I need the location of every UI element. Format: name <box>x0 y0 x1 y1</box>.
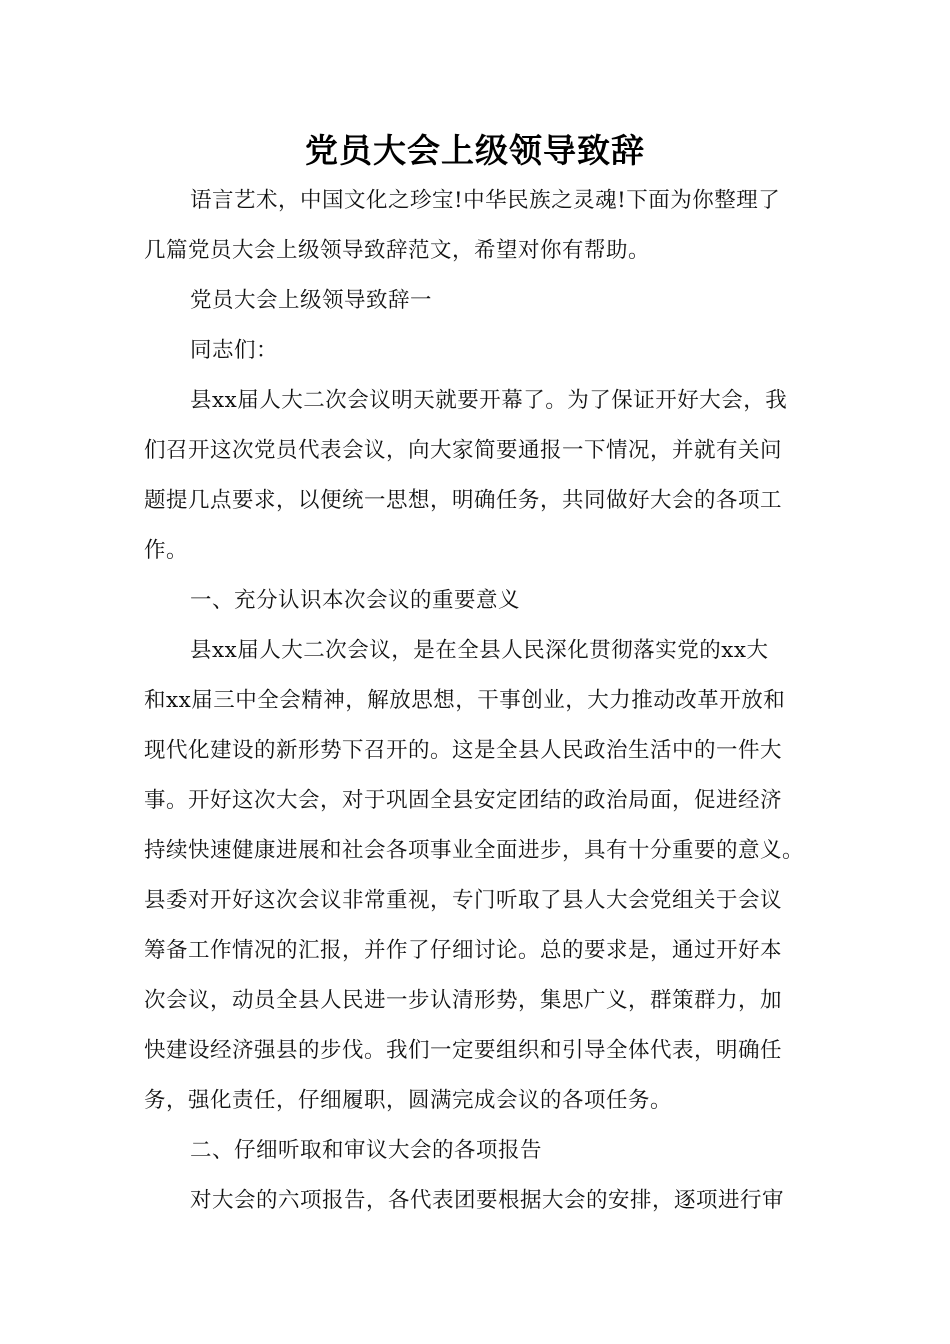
paragraph-line: 题提几点要求，以便统一思想，明确任务，共同做好大会的各项工 <box>144 488 783 513</box>
paragraph-line: 县xx届人大二次会议明天就要开幕了。为了保证开好大会，我 <box>190 388 788 413</box>
section-heading: 二、仔细听取和审议大会的各项报告 <box>190 1138 543 1163</box>
paragraph-line: 作。 <box>144 538 189 563</box>
paragraph-line: 现代化建设的新形势下召开的。这是全县人民政治生活中的一件大 <box>144 738 783 763</box>
paragraph-line: 县xx届人大二次会议，是在全县人民深化贯彻落实党的xx大 <box>190 638 769 663</box>
paragraph-line: 对大会的六项报告，各代表团要根据大会的安排，逐项进行审 <box>190 1188 785 1213</box>
paragraph-line: 事。开好这次大会，对于巩固全县安定团结的政治局面，促进经济 <box>144 788 783 813</box>
paragraph-line: 县委对开好这次会议非常重视，专门听取了县人大会党组关于会议 <box>144 888 783 913</box>
paragraph-line: 快建设经济强县的步伐。我们一定要组织和引导全体代表，明确任 <box>144 1038 783 1063</box>
paragraph-line: 持续快速健康进展和社会各项事业全面进步，具有十分重要的意义。 <box>144 838 805 863</box>
section-heading: 一、充分认识本次会议的重要意义 <box>190 588 521 613</box>
paragraph-line: 和xx届三中全会精神，解放思想，干事创业，大力推动改革开放和 <box>144 688 786 713</box>
paragraph-line: 次会议，动员全县人民进一步认清形势，集思广义，群策群力，加 <box>144 988 783 1013</box>
paragraph-line: 筹备工作情况的汇报，并作了仔细讨论。总的要求是，通过开好本 <box>144 938 783 963</box>
paragraph-line: 几篇党员大会上级领导致辞范文，希望对你有帮助。 <box>144 238 651 263</box>
paragraph-line: 语言艺术，中国文化之珍宝!中华民族之灵魂!下面为你整理了 <box>190 188 781 213</box>
document-title: 党员大会上级领导致辞 <box>305 131 645 170</box>
paragraph-line: 务，强化责任，仔细履职，圆满完成会议的各项任务。 <box>144 1088 673 1113</box>
section-heading: 党员大会上级领导致辞一 <box>190 288 433 313</box>
paragraph-line: 们召开这次党员代表会议，向大家简要通报一下情况，并就有关问 <box>144 438 783 463</box>
salutation: 同志们： <box>190 338 279 363</box>
